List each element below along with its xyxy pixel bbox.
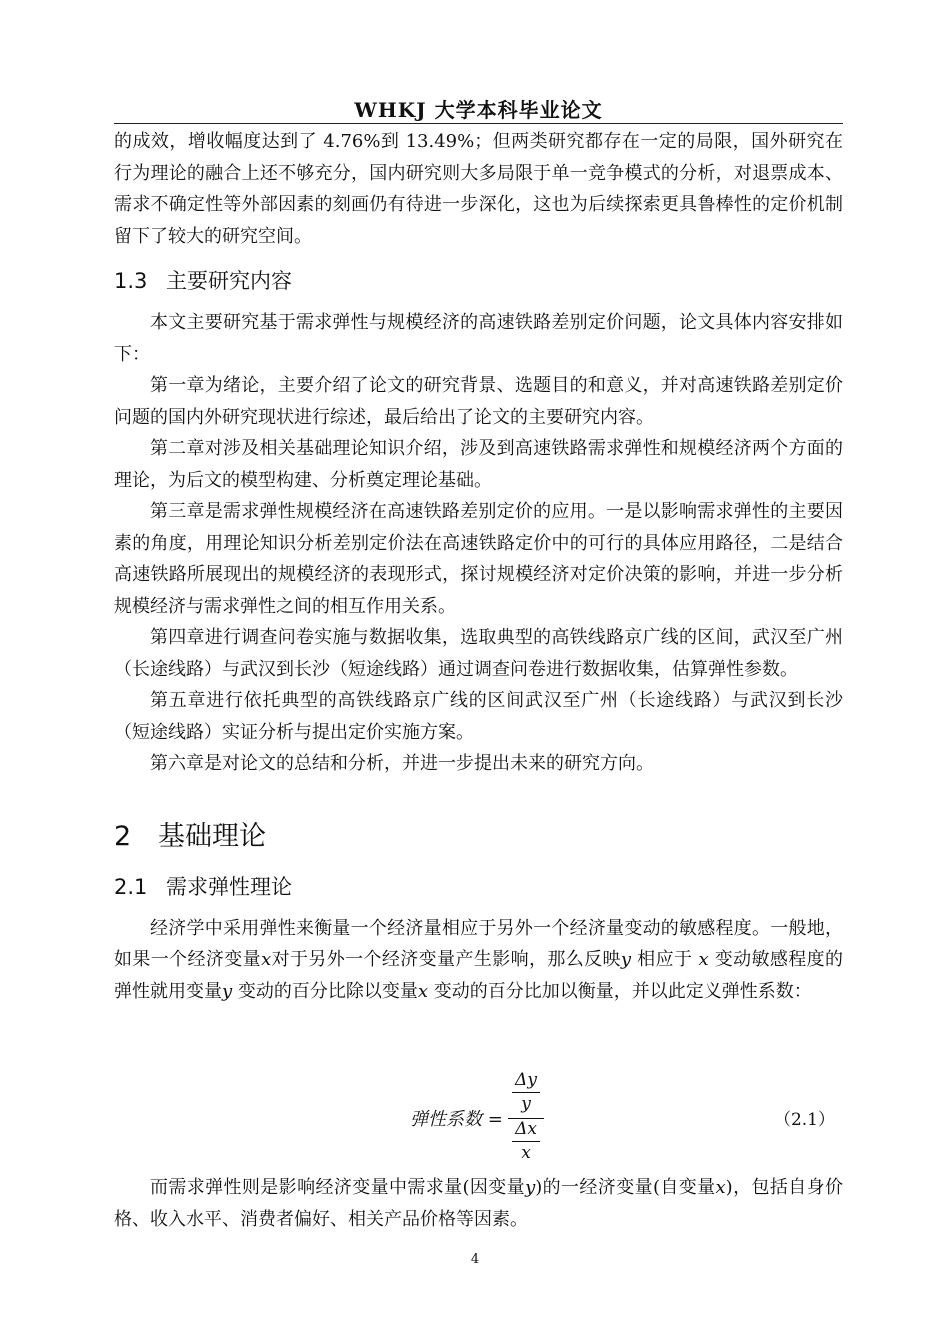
text-run: 变动的百分比除以变量 (232, 980, 418, 1002)
paragraph-elasticity-definition (114, 913, 843, 1008)
paragraph-chapter-4: 第四章进行调查问卷实施与数据收集，选取典型的高铁线路京广线的区间，武汉至广州（长途线路）与武汉到长沙（短途线路）通过调查问卷进行数据收集，估算弹性参数。 (114, 627, 843, 680)
section-heading-1-3 (114, 265, 843, 295)
text-run: 对于另外一个经济变量产生影响，那么反映 (271, 949, 621, 970)
equation-number: （2.1） (773, 1110, 835, 1130)
paragraph-chapter-5: 第五章进行依托典型的高铁线路京广线的区间武汉至广州（长途线路）与武汉到长沙（短途线路）实证分析与提出定价实施方案。 (114, 690, 843, 743)
text-run: 相应于 (631, 949, 699, 970)
page-body (114, 126, 843, 1007)
text-run: 经济学中采用弹性来衡量一个经济量相应于另外一个经济量变动的敏感程度。一般地，如果一个经济变量 (114, 917, 843, 970)
page-number: 4 (470, 1252, 480, 1267)
text-run: )，包括自身价格、收入水平、消费者偏好、相关产品价格等因素。 (114, 1177, 843, 1230)
variable-y: y (620, 949, 632, 970)
section-number: 1.3 (114, 269, 148, 293)
text-run: 而需求弹性则是影响经济变量中需求量(因变量 (150, 1177, 526, 1198)
fraction-bar-small (512, 1141, 540, 1142)
variable-x: x (715, 1177, 726, 1198)
variable-y: y (222, 980, 233, 1002)
paragraph-chapter-6: 第六章是对论文的总结和分析，并进一步提出未来的研究方向。 (150, 753, 654, 774)
paragraph-chapter-2: 第二章对涉及相关基础理论知识介绍，涉及到高速铁路需求弹性和规模经济两个方面的理论，为后文的模型构建、分析奠定理论基础。 (114, 438, 843, 491)
fraction-top-denominator: y (521, 1094, 531, 1114)
paragraph-chapter-3: 第三章是需求弹性规模经济在高速铁路差别定价的应用。一是以影响需求弹性的主要因素的角度，用理论知识分析差别定价法在高速铁路定价中的可行的具体应用路径，二是结合高速铁路所展现出的规模经济的表现形式，探讨规模经济对定价决策的影响，并进一步分析规模经济与需求弹性之间的相互作用关系。 (114, 501, 843, 617)
fraction-top-numerator: Δy (515, 1070, 537, 1090)
fraction-bar-small (512, 1092, 540, 1093)
text-run: )的一经济变量(自变量 (535, 1177, 716, 1198)
chapter-heading-2 (114, 814, 843, 853)
section-title: 主要研究内容 (166, 269, 292, 293)
section-number: 2.1 (114, 874, 148, 899)
paragraph-overview: 本文主要研究基于需求弹性与规模经济的高速铁路差别定价问题，论文具体内容安排如下： (114, 312, 843, 365)
section-heading-2-1 (114, 871, 843, 901)
variable-y: y (525, 1177, 536, 1198)
chapter-title: 基础理论 (158, 820, 266, 852)
chapter-number: 2 (114, 820, 132, 852)
header-rule (114, 123, 843, 124)
equation-2-1 (114, 1068, 843, 1164)
equation-label: 弹性系数 = (410, 1109, 503, 1130)
fraction-bottom-numerator: Δx (515, 1119, 537, 1139)
paragraph-demand-elasticity (114, 1172, 843, 1235)
paragraph-chapter-1: 第一章为绪论，主要介绍了论文的研究背景、选题目的和意义，并对高速铁路差别定价问题的国内外研究现状进行综述，最后给出了论文的主要研究内容。 (114, 375, 843, 428)
variable-x: x (261, 949, 272, 970)
page-body-continued (114, 1172, 843, 1235)
section-title: 需求弹性理论 (166, 874, 292, 899)
variable-x: x (698, 949, 709, 970)
text-run: 变动的百分比加以衡量，并以此定义弹性系数： (428, 980, 812, 1002)
intro-paragraph: 的成效，增收幅度达到了 4.76%到 13.49%；但两类研究都存在一定的局限，国外研究在行为理论的融合上还不够充分，国内研究则大多局限于单一竞争模式的分析，对退票成本、需求不确定性等外部因素的刻画仍有待进一步深化，这也为后续探索更具鲁棒性的定价机制留下了较大的研究空间。 (114, 131, 843, 247)
text-run: 变动敏感程度的弹性就用变量 (114, 949, 843, 1002)
page-header-title: WHKJ 大学本科毕业论文 (354, 98, 603, 122)
fraction-bottom-denominator: x (521, 1143, 531, 1163)
variable-x: x (417, 980, 429, 1002)
